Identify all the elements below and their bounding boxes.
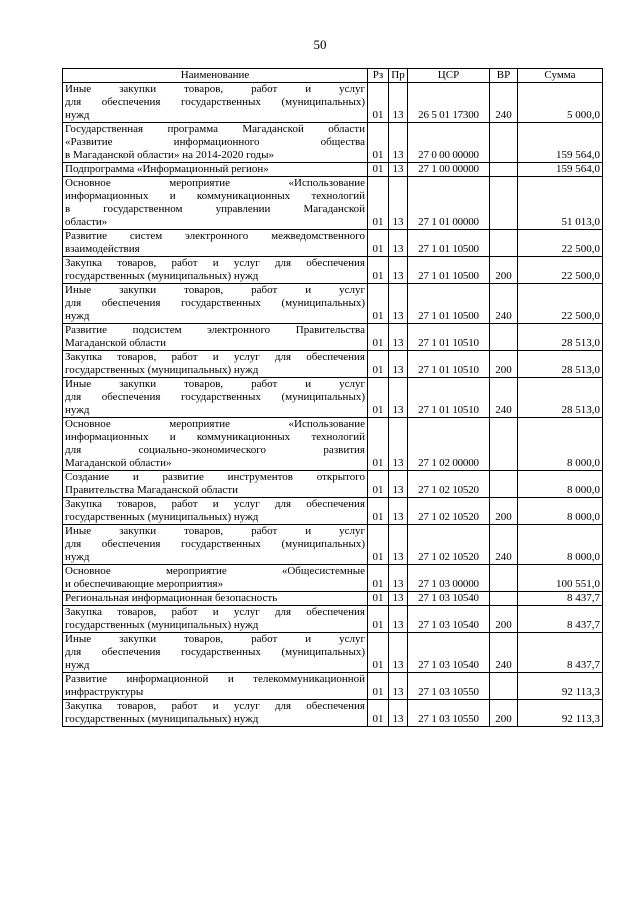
row-name-cell (63, 378, 368, 418)
row-name-line: Основное мероприятие «Общесистемные (65, 565, 365, 577)
row-rz-cell: 01 (368, 606, 389, 633)
row-csr-cell: 27 1 03 10540 (408, 633, 490, 673)
row-sum-cell: 8 437,7 (518, 606, 603, 633)
table-row (63, 700, 603, 727)
row-vr-cell: 240 (490, 633, 518, 673)
row-name-line: Развитие подсистем электронного Правительства (65, 324, 365, 336)
row-name-line: Магаданской области» (65, 457, 172, 469)
row-name-line: для обеспечения государственных (муниципальных) (65, 646, 365, 658)
row-name-line: Закупка товаров, работ и услуг для обеспечения (65, 498, 365, 510)
row-pr-cell: 13 (389, 606, 408, 633)
header-vr: ВР (490, 69, 518, 83)
row-sum-cell: 8 000,0 (518, 525, 603, 565)
table-row (63, 257, 603, 284)
row-rz-cell: 01 (368, 177, 389, 230)
row-name-line: государственных (муниципальных) нужд (65, 511, 259, 523)
row-vr-cell (490, 163, 518, 177)
row-name-cell (63, 592, 368, 606)
table-row (63, 324, 603, 351)
table-row (63, 123, 603, 163)
row-vr-cell: 240 (490, 83, 518, 123)
row-sum-cell: 159 564,0 (518, 163, 603, 177)
header-csr: ЦСР (408, 69, 490, 83)
row-vr-cell (490, 471, 518, 498)
row-pr-cell: 13 (389, 324, 408, 351)
row-rz-cell: 01 (368, 83, 389, 123)
row-name-line: Закупка товаров, работ и услуг для обеспечения (65, 257, 365, 269)
row-name-cell (63, 284, 368, 324)
row-vr-cell: 200 (490, 351, 518, 378)
row-csr-cell: 27 1 03 10540 (408, 606, 490, 633)
row-name-line: Основное мероприятие «Использование (65, 177, 365, 189)
header-rz: Рз (368, 69, 389, 83)
row-name-line: Иные закупки товаров, работ и услуг (65, 525, 365, 537)
row-sum-cell: 28 513,0 (518, 324, 603, 351)
header-sum: Сумма (518, 69, 603, 83)
row-csr-cell: 27 1 01 10500 (408, 230, 490, 257)
row-rz-cell: 01 (368, 351, 389, 378)
row-name-line: государственных (муниципальных) нужд (65, 619, 259, 631)
row-name-line: для обеспечения государственных (муниципальных) (65, 391, 365, 403)
table-row (63, 418, 603, 471)
row-rz-cell: 01 (368, 123, 389, 163)
row-csr-cell: 27 1 01 10500 (408, 284, 490, 324)
row-name-line: «Развитие информационного общества (65, 136, 365, 148)
row-vr-cell (490, 230, 518, 257)
row-csr-cell: 27 1 02 10520 (408, 471, 490, 498)
row-pr-cell: 13 (389, 230, 408, 257)
row-name-line: нужд (65, 404, 90, 416)
table-row (63, 565, 603, 592)
budget-table (62, 68, 603, 727)
row-csr-cell: 27 1 03 10540 (408, 592, 490, 606)
row-csr-cell: 27 1 02 10520 (408, 525, 490, 565)
row-name-line: информационных и коммуникационных технологий (65, 431, 365, 443)
row-name-cell (63, 565, 368, 592)
row-name-cell (63, 633, 368, 673)
row-vr-cell (490, 177, 518, 230)
row-rz-cell: 01 (368, 418, 389, 471)
row-name-line: нужд (65, 551, 90, 563)
row-name-line: для обеспечения государственных (муниципальных) (65, 96, 365, 108)
row-pr-cell: 13 (389, 378, 408, 418)
row-sum-cell: 5 000,0 (518, 83, 603, 123)
row-csr-cell: 27 1 01 00000 (408, 177, 490, 230)
row-pr-cell: 13 (389, 284, 408, 324)
table-row (63, 633, 603, 673)
row-name-line: Иные закупки товаров, работ и услуг (65, 284, 365, 296)
row-rz-cell: 01 (368, 700, 389, 727)
row-rz-cell: 01 (368, 498, 389, 525)
row-vr-cell: 240 (490, 284, 518, 324)
row-name-line: Закупка товаров, работ и услуг для обеспечения (65, 351, 365, 363)
row-csr-cell: 27 1 00 00000 (408, 163, 490, 177)
row-vr-cell (490, 418, 518, 471)
row-vr-cell (490, 673, 518, 700)
row-name-line: нужд (65, 659, 90, 671)
row-name-cell (63, 123, 368, 163)
row-rz-cell: 01 (368, 378, 389, 418)
row-name-cell (63, 230, 368, 257)
table-row (63, 673, 603, 700)
row-name-line: Подпрограмма «Информационный регион» (65, 163, 269, 175)
table-header-row (63, 69, 603, 83)
row-name-line: области» (65, 216, 108, 228)
row-rz-cell: 01 (368, 257, 389, 284)
row-name-cell (63, 177, 368, 230)
row-rz-cell: 01 (368, 471, 389, 498)
row-pr-cell: 13 (389, 177, 408, 230)
row-rz-cell: 01 (368, 633, 389, 673)
row-rz-cell: 01 (368, 284, 389, 324)
row-csr-cell: 27 0 00 00000 (408, 123, 490, 163)
row-sum-cell: 159 564,0 (518, 123, 603, 163)
row-name-line: Развитие информационной и телекоммуникационной (65, 673, 365, 685)
table-row (63, 83, 603, 123)
row-name-cell (63, 471, 368, 498)
row-sum-cell: 8 000,0 (518, 418, 603, 471)
row-sum-cell: 92 113,3 (518, 700, 603, 727)
row-vr-cell (490, 324, 518, 351)
row-vr-cell: 240 (490, 525, 518, 565)
row-name-line: Иные закупки товаров, работ и услуг (65, 633, 365, 645)
row-vr-cell (490, 123, 518, 163)
row-name-line: Иные закупки товаров, работ и услуг (65, 378, 365, 390)
row-pr-cell: 13 (389, 163, 408, 177)
table-row (63, 284, 603, 324)
row-name-line: в Магаданской области» на 2014-2020 годы» (65, 149, 275, 161)
header-pr: Пр (389, 69, 408, 83)
row-name-cell (63, 83, 368, 123)
row-sum-cell: 51 013,0 (518, 177, 603, 230)
row-rz-cell: 01 (368, 324, 389, 351)
row-vr-cell (490, 565, 518, 592)
row-sum-cell: 22 500,0 (518, 284, 603, 324)
row-name-line: и обеспечивающие мероприятия» (65, 578, 224, 590)
row-rz-cell: 01 (368, 230, 389, 257)
row-vr-cell: 200 (490, 257, 518, 284)
row-sum-cell: 28 513,0 (518, 378, 603, 418)
row-rz-cell: 01 (368, 592, 389, 606)
row-pr-cell: 13 (389, 123, 408, 163)
row-rz-cell: 01 (368, 163, 389, 177)
row-vr-cell: 200 (490, 498, 518, 525)
table-row (63, 525, 603, 565)
row-name-line: Государственная программа Магаданской области (65, 123, 365, 135)
row-csr-cell: 27 1 01 10510 (408, 378, 490, 418)
row-vr-cell: 200 (490, 700, 518, 727)
table-body (63, 83, 603, 727)
row-name-line: в государственном управлении Магаданской (65, 203, 365, 215)
row-name-line: Основное мероприятие «Использование (65, 418, 365, 430)
row-name-line: Иные закупки товаров, работ и услуг (65, 83, 365, 95)
row-pr-cell: 13 (389, 498, 408, 525)
row-name-line: взаимодействия (65, 243, 140, 255)
row-name-cell (63, 700, 368, 727)
row-pr-cell: 13 (389, 351, 408, 378)
table-row (63, 606, 603, 633)
row-csr-cell: 27 1 01 10500 (408, 257, 490, 284)
row-csr-cell: 27 1 03 10550 (408, 673, 490, 700)
row-pr-cell: 13 (389, 418, 408, 471)
row-sum-cell: 22 500,0 (518, 257, 603, 284)
table-row (63, 378, 603, 418)
row-sum-cell: 8 000,0 (518, 471, 603, 498)
table-row (63, 351, 603, 378)
row-pr-cell: 13 (389, 83, 408, 123)
row-name-cell (63, 324, 368, 351)
row-name-line: государственных (муниципальных) нужд (65, 713, 259, 725)
row-name-cell (63, 257, 368, 284)
row-rz-cell: 01 (368, 525, 389, 565)
row-name-line: Региональная информационная безопасность (65, 592, 278, 604)
table-row (63, 471, 603, 498)
row-name-line: Правительства Магаданской области (65, 484, 238, 496)
row-name-line: нужд (65, 310, 90, 322)
row-csr-cell: 27 1 02 10520 (408, 498, 490, 525)
row-name-line: инфраструктуры (65, 686, 144, 698)
row-csr-cell: 27 1 01 10510 (408, 351, 490, 378)
row-name-line: информационных и коммуникационных технологий (65, 190, 365, 202)
row-pr-cell: 13 (389, 700, 408, 727)
row-name-line: государственных (муниципальных) нужд (65, 270, 259, 282)
row-name-line: для социально-экономического развития (65, 444, 365, 456)
row-sum-cell: 22 500,0 (518, 230, 603, 257)
row-name-cell (63, 606, 368, 633)
row-sum-cell: 8 437,7 (518, 633, 603, 673)
row-pr-cell: 13 (389, 592, 408, 606)
row-name-line: Закупка товаров, работ и услуг для обеспечения (65, 700, 365, 712)
row-csr-cell: 27 1 03 00000 (408, 565, 490, 592)
row-name-cell (63, 163, 368, 177)
row-name-line: государственных (муниципальных) нужд (65, 364, 259, 376)
row-pr-cell: 13 (389, 673, 408, 700)
row-sum-cell: 92 113,3 (518, 673, 603, 700)
row-name-line: для обеспечения государственных (муниципальных) (65, 538, 365, 550)
row-name-line: Закупка товаров, работ и услуг для обеспечения (65, 606, 365, 618)
row-name-cell (63, 351, 368, 378)
row-name-line: Магаданской области (65, 337, 166, 349)
table-row (63, 177, 603, 230)
row-sum-cell: 8 000,0 (518, 498, 603, 525)
row-name-cell (63, 673, 368, 700)
row-name-line: для обеспечения государственных (муниципальных) (65, 297, 365, 309)
table-row (63, 592, 603, 606)
row-vr-cell (490, 592, 518, 606)
row-pr-cell: 13 (389, 525, 408, 565)
row-rz-cell: 01 (368, 565, 389, 592)
row-csr-cell: 26 5 01 17300 (408, 83, 490, 123)
row-csr-cell: 27 1 01 10510 (408, 324, 490, 351)
row-name-cell (63, 418, 368, 471)
row-name-line: Создание и развитие инструментов открытого (65, 471, 365, 483)
table-row (63, 230, 603, 257)
row-vr-cell: 240 (490, 378, 518, 418)
row-csr-cell: 27 1 02 00000 (408, 418, 490, 471)
header-name: Наименование (63, 69, 368, 83)
table-row (63, 163, 603, 177)
row-rz-cell: 01 (368, 673, 389, 700)
row-sum-cell: 100 551,0 (518, 565, 603, 592)
row-name-cell (63, 525, 368, 565)
row-name-cell (63, 498, 368, 525)
row-pr-cell: 13 (389, 257, 408, 284)
row-pr-cell: 13 (389, 633, 408, 673)
row-sum-cell: 8 437,7 (518, 592, 603, 606)
row-pr-cell: 13 (389, 471, 408, 498)
row-pr-cell: 13 (389, 565, 408, 592)
row-vr-cell: 200 (490, 606, 518, 633)
row-name-line: Развитие систем электронного межведомственного (65, 230, 365, 242)
row-csr-cell: 27 1 03 10550 (408, 700, 490, 727)
table-row (63, 498, 603, 525)
row-sum-cell: 28 513,0 (518, 351, 603, 378)
page-number: 50 (313, 37, 327, 52)
row-name-line: нужд (65, 109, 90, 121)
